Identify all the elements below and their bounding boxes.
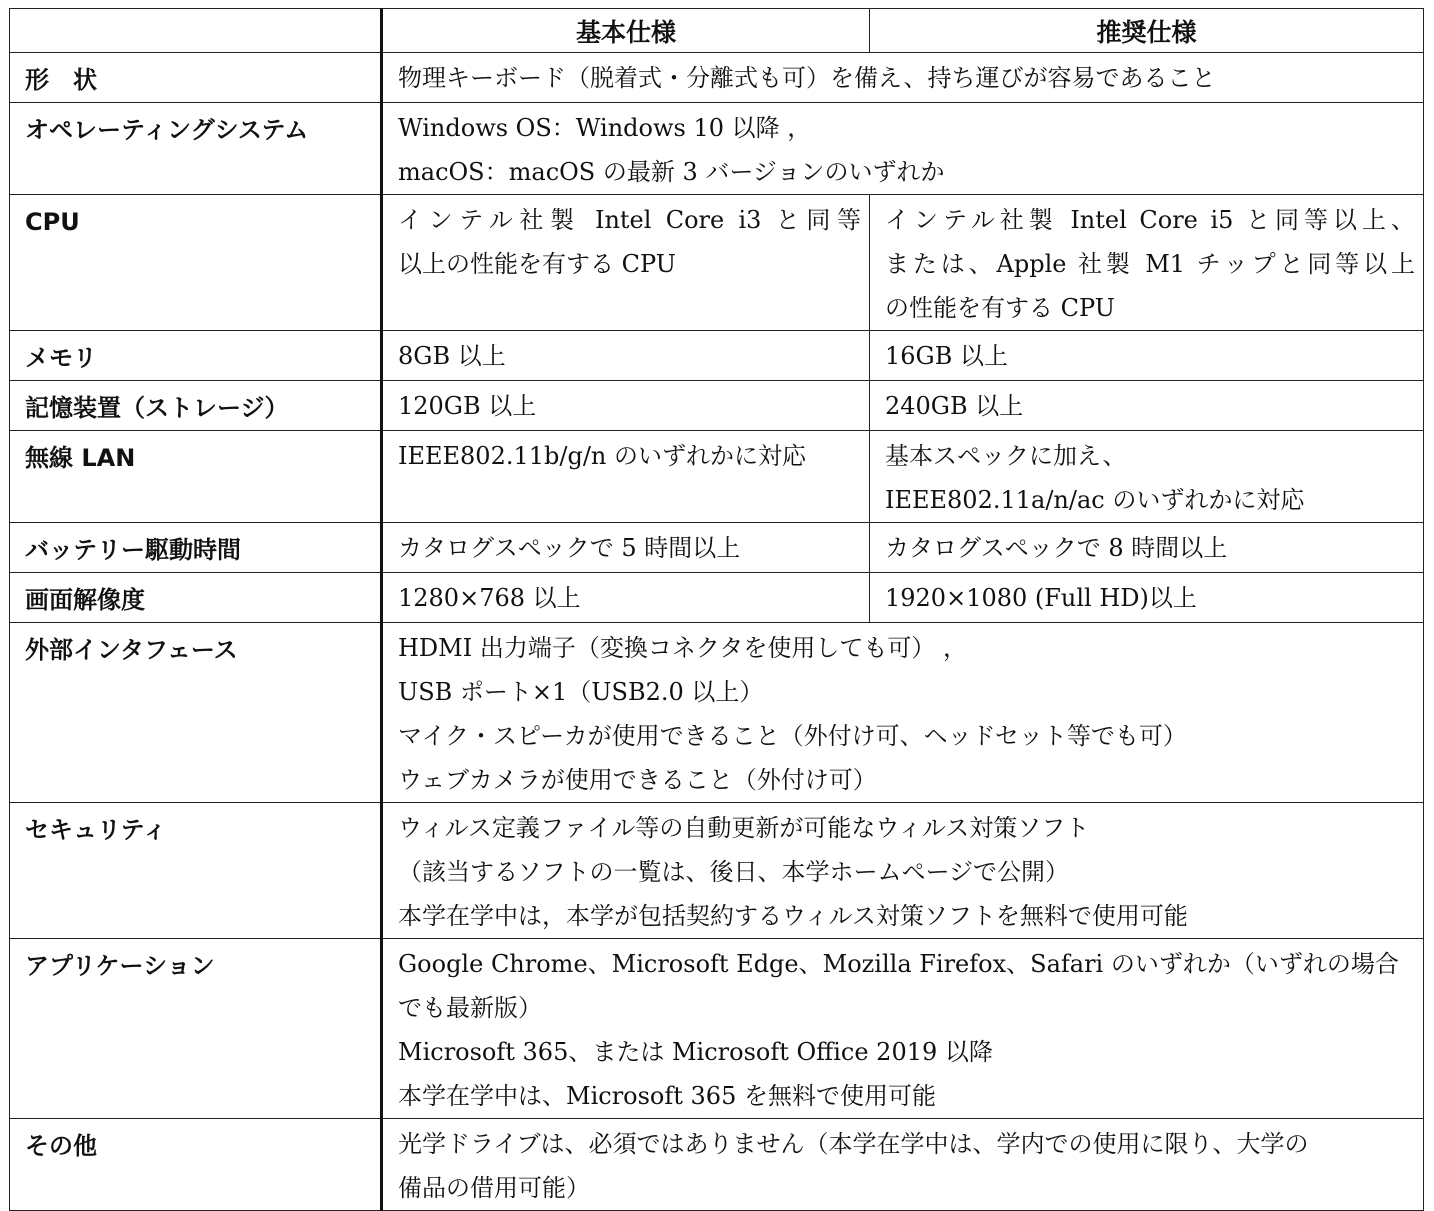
wlan-recommended-line: IEEE802.11a/n/ac のいずれかに対応: [885, 486, 1305, 514]
wlan-recommended-line: 基本スペックに加え、: [885, 442, 1127, 470]
interface-line: HDMI 出力端子（変換コネクタを使用しても可） ，: [398, 634, 968, 662]
value-cpu-recommended: [870, 195, 1424, 331]
value-interface: [382, 623, 1424, 803]
value-resolution-basic: [382, 573, 870, 623]
security-line: 本学在学中は，本学が包括契約するウィルス対策ソフトを無料で使用可能: [398, 902, 1188, 930]
memory-basic-text: 8GB 以上: [398, 342, 506, 370]
security-line: （該当するソフトの一覧は、後日、本学ホームページで公開）: [398, 858, 1070, 886]
storage-recommended-text: 240GB 以上: [885, 392, 1024, 420]
spec-table: [9, 8, 1424, 1211]
value-wlan-recommended: [870, 431, 1424, 523]
value-battery-basic: [382, 523, 870, 573]
row-interface: [10, 623, 1424, 803]
value-application: [382, 939, 1424, 1119]
label-wlan: 無線 LAN: [10, 431, 382, 523]
header-blank: [10, 9, 382, 53]
application-line: Google Chrome、Microsoft Edge、Mozilla Firefox、Safari のいずれか（いずれの場合: [398, 950, 1399, 978]
battery-basic-text: カタログスペックで 5 時間以上: [398, 534, 741, 562]
label-resolution: 画面解像度: [10, 573, 382, 623]
interface-line: USB ポート×1（USB2.0 以上）: [398, 678, 764, 706]
resolution-recommended-text: 1920×1080 (Full HD)以上: [885, 584, 1197, 612]
value-storage-basic: [382, 381, 870, 431]
label-application: アプリケーション: [10, 939, 382, 1119]
value-other: [382, 1119, 1424, 1211]
value-memory-basic: [382, 331, 870, 381]
cpu-recommended-line: インテル社製 Intel Core i5 と同等以上、: [885, 206, 1415, 234]
value-resolution-recommended: [870, 573, 1424, 623]
value-wlan-basic: [382, 431, 870, 523]
cpu-recommended-line: の性能を有する CPU: [885, 294, 1115, 322]
cpu-recommended-line: または、Apple 社製 M1 チップと同等以上: [885, 250, 1415, 278]
label-storage: 記憶装置（ストレージ）: [10, 381, 382, 431]
label-cpu: CPU: [10, 195, 382, 331]
wlan-basic-text: IEEE802.11b/g/n のいずれかに対応: [398, 442, 806, 470]
row-os: [10, 103, 1424, 195]
label-other: その他: [10, 1119, 382, 1211]
interface-line: ウェブカメラが使用できること（外付け可）: [398, 766, 877, 794]
value-os-line: macOS：macOS の最新 3 バージョンのいずれか: [398, 158, 945, 186]
cpu-basic-line: インテル社製 Intel Core i3 と同等: [398, 206, 861, 234]
row-other: [10, 1119, 1424, 1211]
label-os: オペレーティングシステム: [10, 103, 382, 195]
interface-line: マイク・スピーカが使用できること（外付け可、ヘッドセット等でも可）: [398, 722, 1187, 750]
other-line: 備品の借用可能）: [398, 1174, 590, 1202]
value-battery-recommended: [870, 523, 1424, 573]
other-line: 光学ドライブは、必須ではありません（本学在学中は、学内での使用に限り、大学の: [398, 1130, 1309, 1158]
value-storage-recommended: [870, 381, 1424, 431]
row-application: [10, 939, 1424, 1119]
value-shape-text: 物理キーボード（脱着式・分離式も可）を備え、持ち運びが容易であること: [398, 64, 1216, 92]
label-interface: 外部インタフェース: [10, 623, 382, 803]
value-os-line: Windows OS：Windows 10 以降 ，: [398, 114, 812, 142]
battery-recommended-text: カタログスペックで 8 時間以上: [885, 534, 1228, 562]
row-cpu: [10, 195, 1424, 331]
row-shape: [10, 53, 1424, 103]
value-memory-recommended: [870, 331, 1424, 381]
label-battery: バッテリー駆動時間: [10, 523, 382, 573]
row-wlan: [10, 431, 1424, 523]
label-shape: 形 状: [10, 53, 382, 103]
header-row: [10, 9, 1424, 53]
row-security: [10, 803, 1424, 939]
header-recommended-spec: 推奨仕様: [870, 9, 1424, 53]
header-basic-spec: 基本仕様: [382, 9, 870, 53]
value-shape: [382, 53, 1424, 103]
row-storage: [10, 381, 1424, 431]
row-memory: [10, 331, 1424, 381]
application-line: 本学在学中は、Microsoft 365 を無料で使用可能: [398, 1082, 936, 1110]
value-os: [382, 103, 1424, 195]
value-security: [382, 803, 1424, 939]
row-battery: [10, 523, 1424, 573]
cpu-basic-line: 以上の性能を有する CPU: [398, 250, 676, 278]
resolution-basic-text: 1280×768 以上: [398, 584, 581, 612]
storage-basic-text: 120GB 以上: [398, 392, 537, 420]
label-memory: メモリ: [10, 331, 382, 381]
security-line: ウィルス定義ファイル等の自動更新が可能なウィルス対策ソフト: [398, 814, 1090, 842]
label-security: セキュリティ: [10, 803, 382, 939]
memory-recommended-text: 16GB 以上: [885, 342, 1008, 370]
application-line: でも最新版）: [398, 994, 542, 1022]
application-line: Microsoft 365、または Microsoft Office 2019 以降: [398, 1038, 993, 1066]
row-resolution: [10, 573, 1424, 623]
value-cpu-basic: [382, 195, 870, 331]
